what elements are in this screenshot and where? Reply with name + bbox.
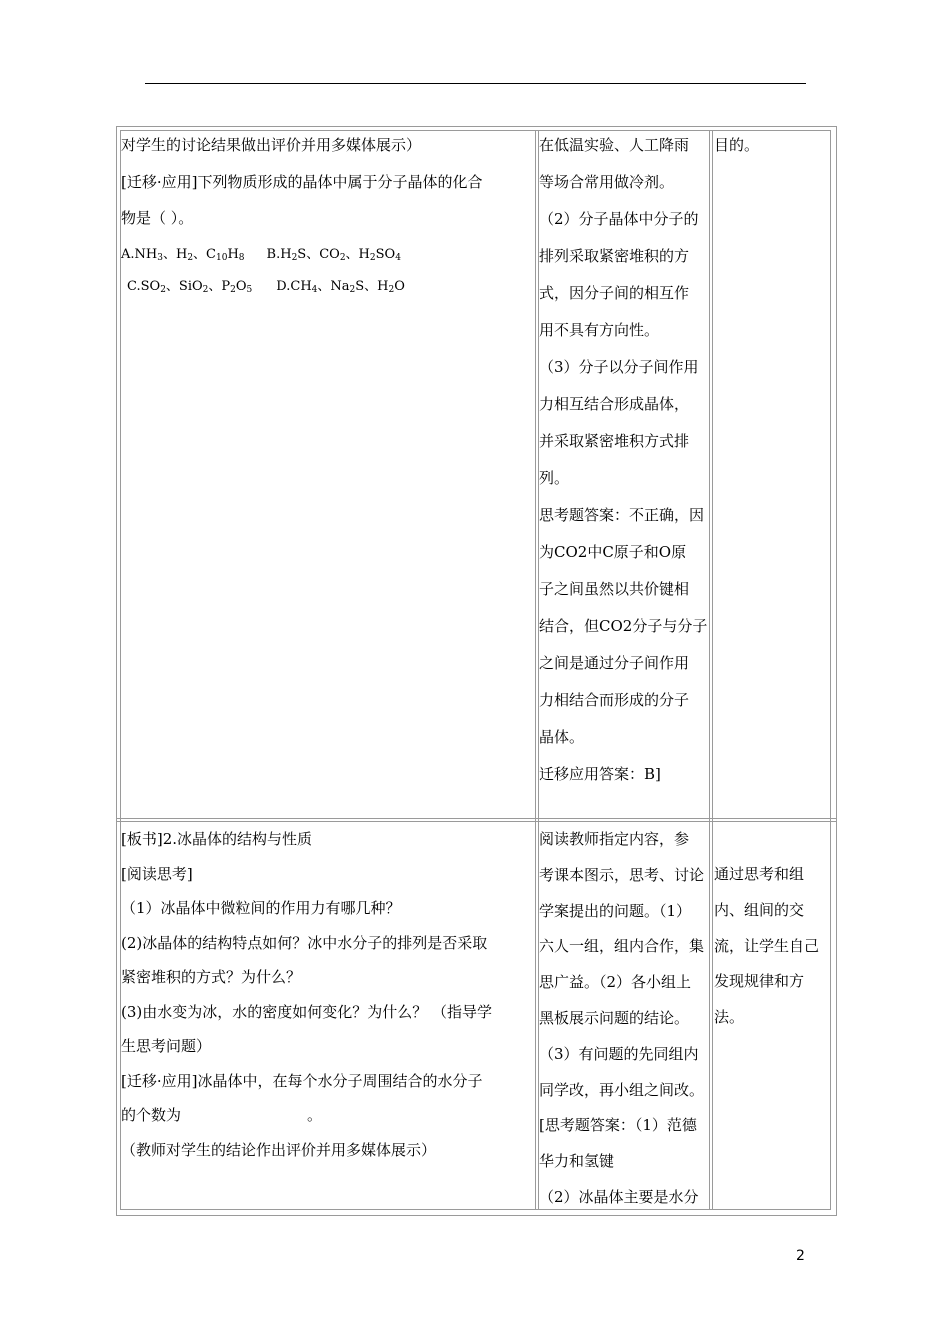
fill-blank-line: 的个数为 。	[121, 1106, 323, 1124]
row1-purpose-cell	[714, 127, 832, 817]
header-rule	[145, 83, 806, 84]
row2-student-line: 阅读教师指定内容，参	[539, 830, 690, 848]
row1-student-line: 为CO2中C原子和O原	[539, 543, 687, 561]
row1-purpose-line: 目的。	[714, 136, 760, 154]
row2-student-line: 华力和氢键	[539, 1152, 615, 1171]
row2-student-line: （3）有问题的先同组内	[539, 1044, 699, 1063]
row2-activity-line: [阅读思考]	[121, 864, 193, 883]
row2-student-line: 思广益。（2）各小组上	[539, 973, 692, 992]
row2-purpose-line: 法。	[714, 1008, 745, 1027]
answer-options-ab	[121, 237, 533, 274]
row1-activity-line: 对学生的讨论结果做出评价并用多媒体展示）	[121, 136, 422, 154]
row2-activity-line: （教师对学生的结论作出评价并用多媒体展示）	[121, 1140, 437, 1159]
row2-purpose-line: 内、组间的交	[714, 900, 805, 919]
row1-student-line: 排列采取紧密堆积的方	[539, 247, 690, 265]
row2-activity-line: (3)由水变为冰，水的密度如何变化？为什么？ （指导学	[121, 1002, 493, 1021]
row2-purpose-line: 发现规律和方	[714, 972, 805, 991]
row2-activity-line: （1）冰晶体中微粒间的作用力有哪几种？	[121, 899, 401, 917]
option-b: $B.H_2S$、$CO_2$、$H_2SO_4$	[266, 246, 401, 263]
row1-student-line: 结合，但CO2分子与分子	[539, 617, 707, 635]
row2-student-line: 同学改，再小组之间改。	[539, 1080, 705, 1099]
row2-activity-line: 紧密堆积的方式？为什么？	[121, 968, 302, 986]
option-a: $A.NH_3$、$H_2$、$C_{10}H_8$	[121, 246, 245, 263]
row1-student-line: 等场合常用做冷剂。	[539, 173, 675, 191]
row1-student-line: 在低温实验、人工降雨	[539, 136, 690, 154]
row1-student-line: 力相互结合形成晶体，	[539, 395, 690, 413]
option-d: $D.CH_4$、$Na_2S$、$H_2O$	[276, 279, 405, 295]
column-divider-2	[709, 130, 713, 1210]
row1-student-line: 晶体。	[539, 728, 585, 746]
row1-student-line: 用不具有方向性。	[539, 321, 660, 339]
row1-student-line: 并采取紧密堆积方式排	[539, 432, 690, 450]
row2-activity-cell	[121, 822, 533, 1210]
row1-student-line: 力相结合而形成的分子	[539, 691, 690, 709]
row1-student-line: 式，因分子间的相互作	[539, 284, 690, 302]
row1-activity-line: 物是（ ）。	[121, 209, 194, 227]
option-c: $C.SO_2$、SiO$_2$、$P_2O_5$	[127, 279, 253, 295]
lesson-table	[116, 126, 837, 1216]
row1-activity-line: [迁移·应用]下列物质形成的晶体中属于分子晶体的化合	[121, 172, 483, 191]
row1-student-line: 子之间虽然以共价键相	[539, 580, 690, 598]
row1-student-line: （2）分子晶体中分子的	[539, 210, 699, 228]
row2-activity-line: [迁移·应用]冰晶体中，在每个水分子周围结合的水分子	[121, 1071, 483, 1090]
page-number: 2	[796, 1248, 805, 1264]
row2-purpose-line: 流，让学生自己	[714, 936, 820, 955]
row1-student-line: 列。	[539, 469, 570, 487]
row2-student-line: 黑板展示问题的结论。	[539, 1008, 690, 1027]
row2-student-cell	[539, 822, 707, 1210]
row1-student-line: 迁移应用答案：B]	[539, 765, 661, 783]
row1-student-cell	[539, 127, 707, 817]
row1-activity-cell	[121, 127, 533, 817]
row2-activity-line: (2)冰晶体的结构特点如何？冰中水分子的排列是否采取	[121, 933, 488, 952]
row2-student-line: 学案提出的问题。（1）	[539, 901, 692, 920]
answer-options-cd	[121, 269, 533, 306]
row2-purpose-line: 通过思考和组	[714, 865, 805, 883]
row1-student-line: 思考题答案：不正确，因	[539, 506, 705, 524]
row2-activity-line: [板书]2.冰晶体的结构与性质	[121, 830, 313, 848]
row2-student-line: [思考题答案：（1）范德	[539, 1116, 697, 1135]
row2-student-line: 六人一组，组内合作，集	[539, 937, 705, 956]
row2-student-line: （2）冰晶体主要是水分	[539, 1187, 699, 1206]
row2-purpose-cell	[714, 857, 832, 1197]
row2-activity-line: 生思考问题）	[121, 1037, 212, 1055]
row1-student-line: （3）分子以分子间作用	[539, 358, 699, 376]
row1-student-line: 之间是通过分子间作用	[539, 654, 690, 672]
row2-student-line: 考课本图示，思考、讨论	[539, 865, 705, 884]
